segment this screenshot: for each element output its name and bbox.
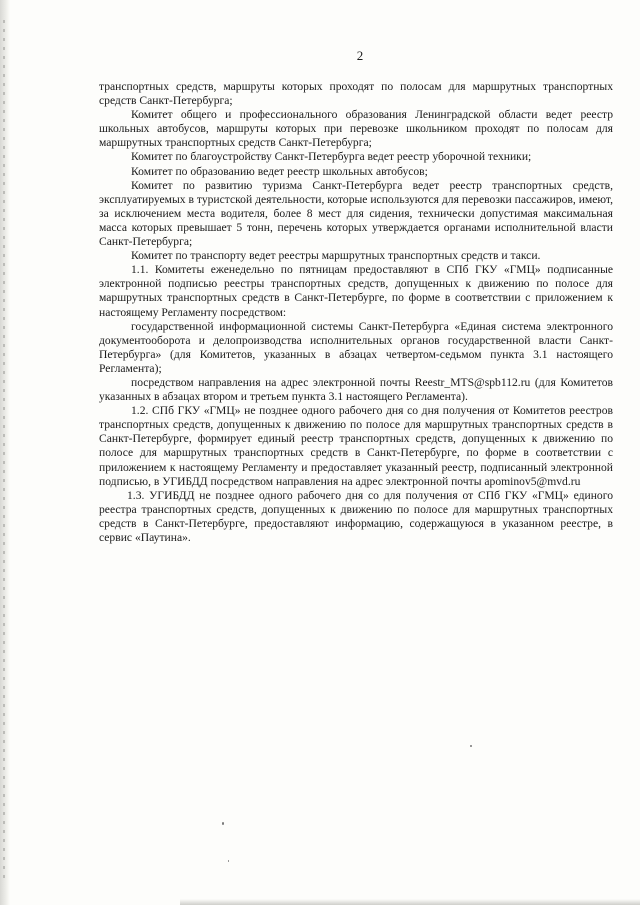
scan-speck xyxy=(228,860,229,862)
paragraph-transport-committee: Комитет по транспорту ведет реестры маршрутных транспортных средств и такси. xyxy=(131,249,541,263)
scan-speck xyxy=(470,745,472,747)
scan-bottom-edge xyxy=(180,899,640,905)
paragraph-leningrad-education: Комитет общего и профессионального образования Ленинградской области ведет реестр школьных автобусов, маршруты которых при перевозке школьником проходят по полосам для маршрутных транспортных средств Санкт-Петербурга; xyxy=(99,108,613,150)
paragraph-tourism-committee: Комитет по развитию туризма Санкт-Петербурга ведет реестр транспортных средств, эксплуатируемых в туристской деятельности, которые используются для перевозки пассажиров, имеют, за исключением места водителя, более 8 мест для сидения, технически допустимая максимальная масса которых превышает 5 тонн, перечень которых утверждается органами исполнительной власти Санкт-Петербурга; xyxy=(99,178,613,249)
paragraph-education-committee: Комитет по образованию ведет реестр школьных автобусов; xyxy=(131,164,428,178)
scan-binding-edge xyxy=(0,0,10,905)
paragraph-registry-continuation: транспортных средств, маршруты которых проходят по полосам для маршрутных транспортных средств Санкт-Петербурга; xyxy=(99,80,613,108)
paragraph-email-delivery: посредством направления на адрес электронной почты Reestr_MTS@spb112.ru (для Комитетов указанных в абзацах втором и третьем пункта 3.1 настоящего Регламента). xyxy=(99,375,613,404)
page-number: 2 xyxy=(356,48,364,63)
scan-speck xyxy=(222,822,224,825)
paragraph-improvement-committee: Комитет по благоустройству Санкт-Петербурга ведет реестр уборочной техники; xyxy=(131,150,532,164)
paragraph-clause-1-3: 1.3. УГИБДД не позднее одного рабочего дня со для получения от СПб ГКУ «ГМЦ» единого реестра транспортных средств, допущенных к движению по полосе для маршрутных транспортных средств в Санкт-Петербурге, предоставляют информацию, содержащуюся в указанном реестре, в сервис «Паутина». xyxy=(99,488,613,544)
document-body xyxy=(99,80,613,545)
paragraph-clause-1-1: 1.1. Комитеты еженедельно по пятницам предоставляют в СПб ГКУ «ГМЦ» подписанные электронной подписью реестры транспортных средств, допущенных к движению по полосе для маршрутных транспортных средств в Санкт-Петербурге, по форме в соответствии с приложением к настоящему Регламенту посредством: xyxy=(99,263,613,319)
paragraph-edms-system: государственной информационной системы Санкт-Петербурга «Единая система электронного документооборота и делопроизводства исполнительных органов государственной власти Санкт-Петербурга» (для Комитетов, указанных в абзацах четвертом-седьмом пункта 3.1 настоящего Регламента); xyxy=(99,319,613,375)
paragraph-clause-1-2: 1.2. СПб ГКУ «ГМЦ» не позднее одного рабочего дня со дня получения от Комитетов реестров транспортных средств, допущенных к движению по полосе для маршрутных транспортных средств в Санкт-Петербурге, формирует единый реестр транспортных средств, допущенных к движению по полосе для маршрутных транспортных средств в Санкт-Петербурге, по форме в соответствии с приложением к настоящему Регламенту и предоставляет указанный реестр, подписанный электронной подписью, в УГИБДД посредством направления на адрес электронной почты apominov5@mvd.ru xyxy=(99,404,613,488)
